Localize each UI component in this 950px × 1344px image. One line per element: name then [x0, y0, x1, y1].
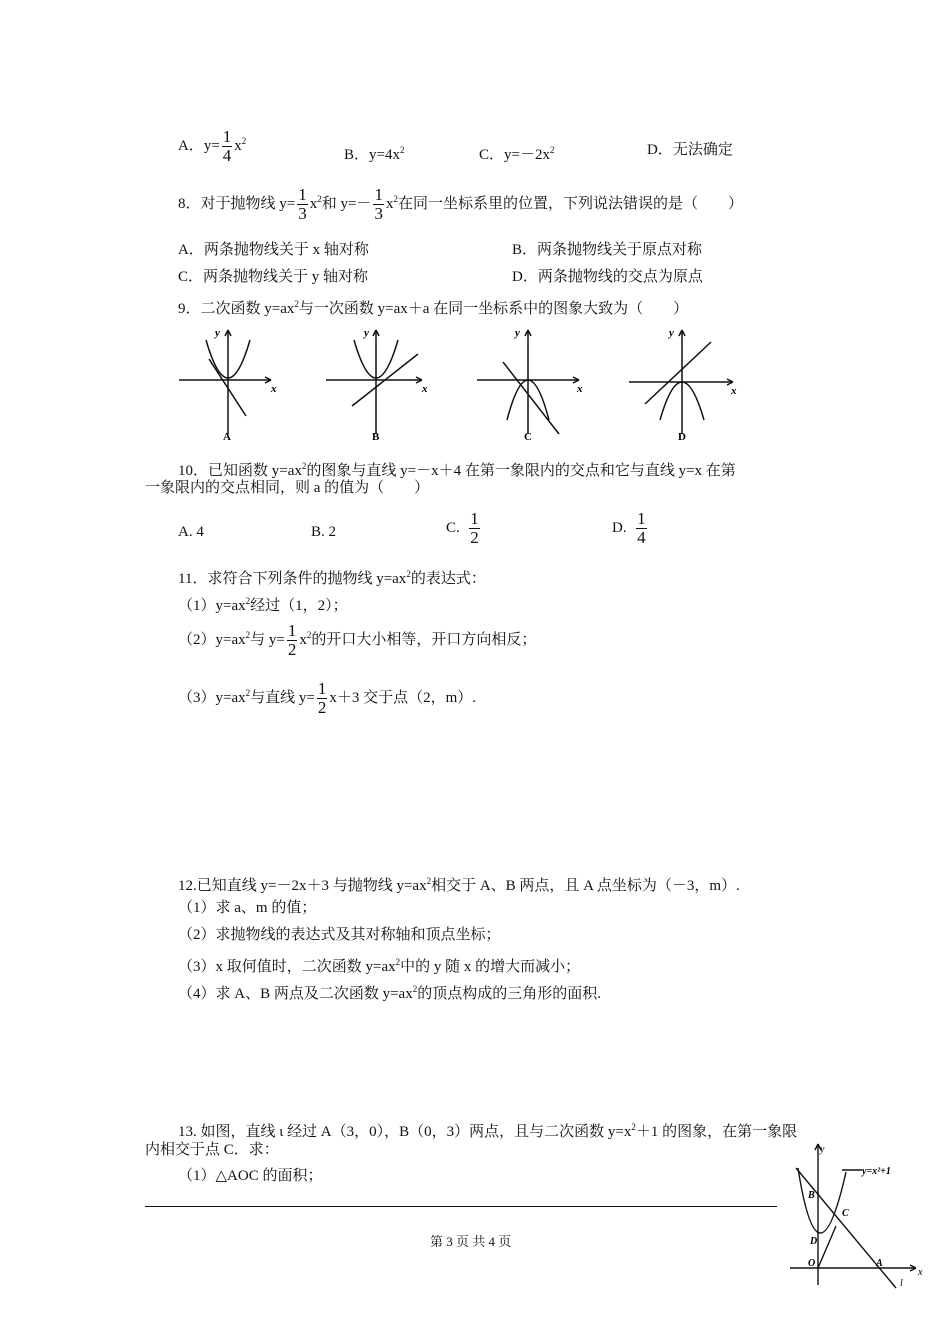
axis-x-label: x	[577, 383, 583, 395]
fig-curve-label: y=x²+1	[862, 1166, 891, 1177]
fig-point-c: C	[842, 1208, 849, 1219]
q11-title: 11．求符合下列条件的抛物线 $y=ax^2$的表达式：	[178, 569, 486, 587]
fig-point-a: A	[876, 1258, 883, 1269]
q7-option-c: C．$y=-2x^2$	[479, 145, 555, 163]
axis-x-label: x	[422, 383, 428, 395]
q11-part-2: $(2)y=ax^2$与 y= $\frac{1}{2}$ $x^2$的开口大小相等，开口方向相反；	[178, 621, 537, 659]
q8-option-b: B．两条抛物线关于原点对称	[512, 242, 703, 258]
fig-y-label: y	[820, 1144, 825, 1155]
graph-label: C	[524, 431, 532, 443]
q10-option-d: D. $\frac{1}{4}$	[612, 509, 646, 547]
q7-option-a: A．y= $\frac{1}{4}$ $x^2$	[178, 127, 247, 165]
q10-line-2: 一象限内的交点相同，则 a 的值为（ ）	[145, 480, 430, 496]
q10-option-c: C. $\frac{1}{2}$	[446, 509, 479, 547]
fig-point-b: B	[808, 1190, 815, 1201]
q8-question: 8．对于抛物线 y= $\frac{1}{3}$ $x^2$和 y=－ $\frac{1}{3}$ $x^2$在同一坐标系里的位置，下列说法错误的是（ ）	[178, 185, 743, 223]
q10-option-a: A. 4	[178, 524, 204, 540]
axis-y-label: y	[669, 327, 674, 339]
q12-title: 12.已知直线 y=－2x＋3 与抛物线 $y=ax^2$相交于 A、B 两点，且 A 点坐标为（－3，m）.	[178, 876, 740, 894]
fig-x-label: x	[918, 1267, 923, 1278]
fig-point-o: O	[808, 1258, 816, 1269]
q11-part-3: $(3)y=ax^2$与直线 y= $\frac{1}{2}$ x＋3 交于点（2，m）.	[178, 679, 477, 717]
graph-label: D	[678, 431, 686, 443]
q9-graph-d	[625, 322, 740, 444]
graph-label: B	[372, 431, 380, 443]
q13-line-2: 内相交于点 C．求：	[145, 1142, 279, 1158]
q7-option-d: D．无法确定	[647, 142, 733, 158]
q8-option-d: D．两条抛物线的交点为原点	[512, 269, 703, 285]
axis-y-label: y	[364, 327, 369, 339]
footer-rule	[145, 1206, 777, 1207]
q13-line-1: 13. 如图，直线 ι 经过 A（3，0），B（0，3）两点，且与二次函数 $y=x^2+1$ 的图象，在第一象限	[178, 1122, 798, 1140]
q13-figure	[780, 1140, 930, 1290]
axis-x-label: x	[271, 383, 277, 395]
q11-part-1: $(1)y=ax^2$经过（1，2）；	[178, 596, 348, 614]
q8-option-c: C．两条抛物线关于 y 轴对称	[178, 269, 369, 285]
q9-graph-a	[175, 322, 285, 444]
graph-label: A	[223, 431, 231, 443]
q13-part-1: （1）△AOC 的面积；	[178, 1168, 323, 1184]
fig-point-d: D	[810, 1236, 818, 1247]
q8-option-a: A．两条抛物线关于 x 轴对称	[178, 242, 369, 258]
axis-y-label: y	[515, 327, 520, 339]
q12-part-3: （3）x 取何值时，二次函数 $y=ax^2$中的 y 随 x 的增大而减小；	[178, 957, 581, 975]
q12-part-4: （4）求 A、B 两点及二次函数 $y=ax^2$的顶点构成的三角形的面积.	[178, 984, 601, 1002]
q12-part-2: （2）求抛物线的表达式及其对称轴和顶点坐标；	[178, 927, 501, 943]
fig-line-l: l	[900, 1278, 903, 1289]
q10-line-1: 10．已知函数 $y=ax^2$的图象与直线 y=－x＋4 在第一象限内的交点和它与直线 y=x 在第	[178, 461, 736, 479]
axis-y-label: y	[215, 327, 220, 339]
axis-x-label: x	[731, 385, 737, 397]
q9-graph-c	[475, 322, 585, 444]
page-number: 第 3 页 共 4 页	[430, 1234, 512, 1249]
q9-question: 9．二次函数 $y=ax^2$与一次函数 y=ax＋a 在同一坐标系中的图象大致为（ ）	[178, 299, 689, 317]
q9-graph-b	[322, 322, 432, 444]
q7-option-b: B．$y=4x^2$	[344, 145, 405, 163]
q12-part-1: （1）求 a、m 的值；	[178, 900, 317, 916]
q10-option-b: B. 2	[311, 524, 337, 540]
